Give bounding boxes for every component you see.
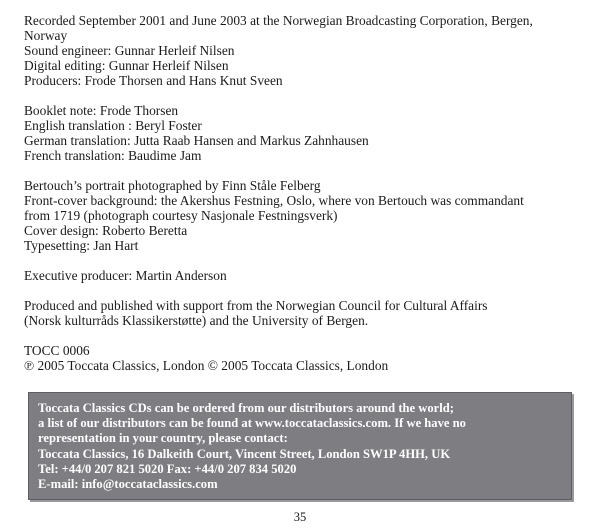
front-cover-background-cont: from 1719 (photograph courtesy Nasjonale Festningsverk) (24, 208, 338, 223)
producers: Producers: Frode Thorsen and Hans Knut Sveen (24, 73, 283, 88)
catalogue-info (24, 343, 584, 373)
info-line-ordering: Toccata Classics CDs can be ordered from our distributors around the world; (38, 401, 454, 415)
info-line-distributors: a list of our distributors can be found at www.toccataclassics.com. If we have no (38, 416, 466, 431)
recording-credits (24, 13, 584, 88)
booklet-note: Booklet note: Frode Thorsen (24, 103, 179, 118)
page-number: 35 (293, 510, 307, 524)
credits-page (24, 13, 584, 388)
support-line-1: Produced and published with support from the Norwegian Council for Cultural Affairs (24, 298, 488, 313)
booklet-credits (24, 103, 584, 163)
typesetting: Typesetting: Jan Hart (24, 238, 139, 253)
info-line-phone-fax: Tel: +44/0 207 821 5020 Fax: +44/0 207 834 5020 (38, 461, 297, 476)
recording-location: Recorded September 2001 and June 2003 at the Norwegian Broadcasting Corporation, Bergen, (24, 13, 533, 28)
info-line-contact: representation in your country, please contact: (38, 431, 288, 446)
cover-design: Cover design: Roberto Beretta (24, 223, 188, 238)
german-translation: German translation: Jutta Raab Hansen and Markus Zahnhausen (24, 133, 369, 148)
distributor-info-box (28, 392, 572, 500)
front-cover-background: Front-cover background: the Akershus Festning, Oslo, where von Bertouch was commandant (24, 193, 524, 208)
info-line-email: E-mail: info@toccataclassics.com (38, 477, 218, 492)
english-translation: English translation : Beryl Foster (24, 118, 202, 133)
design-credits (24, 178, 584, 253)
catalogue-number: TOCC 0006 (24, 343, 90, 358)
recording-location-cont: Norway (24, 28, 68, 43)
executive-credits (24, 268, 584, 283)
support-credits (24, 298, 584, 328)
info-line-address: Toccata Classics, 16 Dalkeith Court, Vincent Street, London SW1P 4HH, UK (38, 446, 451, 461)
french-translation: French translation: Baudime Jam (24, 148, 202, 163)
portrait-photo-credit: Bertouch’s portrait photographed by Finn Ståle Felberg (24, 178, 321, 193)
sound-engineer: Sound engineer: Gunnar Herleif Nilsen (24, 43, 235, 58)
support-line-2: (Norsk kulturråds Klassikerstøtte) and the University of Bergen. (24, 313, 369, 328)
copyright-notice: ℗ 2005 Toccata Classics, London © 2005 Toccata Classics, London (24, 358, 389, 373)
executive-producer: Executive producer: Martin Anderson (24, 268, 227, 283)
digital-editing: Digital editing: Gunnar Herleif Nilsen (24, 58, 229, 73)
